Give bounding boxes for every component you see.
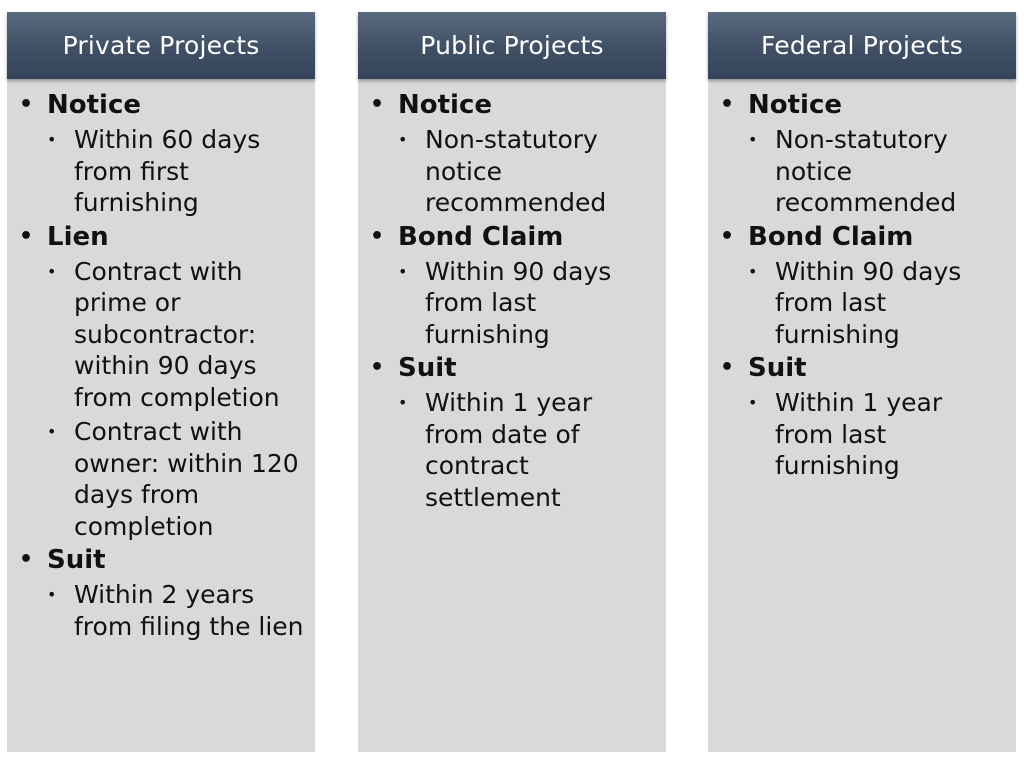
- section-lien: [19, 221, 305, 543]
- list-item: [720, 124, 1006, 219]
- section-suit: [370, 352, 656, 513]
- bullet-icon: •: [370, 355, 385, 380]
- list-item-text: Within 90 days from last furnishing: [425, 256, 612, 349]
- sub-list: [720, 256, 1006, 351]
- sub-list: [19, 256, 305, 543]
- bullet-icon: •: [748, 261, 758, 281]
- list-item: [370, 387, 656, 513]
- bullet-icon: •: [748, 130, 758, 149]
- bullet-icon: •: [19, 547, 34, 572]
- section-suit: [720, 352, 1006, 482]
- section-heading: Suit: [47, 545, 106, 575]
- bullet-icon: •: [370, 223, 385, 249]
- section-heading: Notice: [47, 90, 142, 120]
- sub-list: [370, 124, 656, 219]
- list-item: [370, 256, 656, 351]
- bullet-icon: •: [398, 130, 408, 149]
- section-heading: Notice: [748, 90, 843, 120]
- section-heading: Notice: [398, 90, 493, 120]
- bullet-icon: •: [370, 92, 385, 117]
- bullet-icon: •: [748, 393, 758, 412]
- list-item-text: Within 60 days from first furnishing: [74, 125, 261, 217]
- column-header: Public Projects: [358, 12, 666, 79]
- bullet-icon: •: [720, 92, 735, 117]
- section-bond-claim: [370, 221, 656, 351]
- column-body: [358, 79, 666, 513]
- section-bond-claim: [720, 221, 1006, 351]
- list-item: [370, 124, 656, 219]
- list-item-text: Non-statutory notice recommended: [425, 125, 607, 217]
- list-item-text: Within 1 year from last furnishing: [775, 388, 943, 480]
- list-item: [19, 124, 305, 219]
- section-heading: Bond Claim: [398, 221, 564, 252]
- bullet-icon: •: [19, 223, 34, 249]
- column-header: Private Projects: [7, 12, 315, 79]
- column-body: [708, 79, 1016, 482]
- bullet-icon: •: [398, 393, 408, 412]
- list-item-text: Contract with prime or subcontractor: within 90 days from completion: [74, 256, 280, 412]
- bullet-icon: •: [19, 92, 34, 117]
- list-item-text: Within 1 year from date of contract settlement: [425, 388, 593, 512]
- section-suit: [19, 544, 305, 642]
- bullet-icon: •: [47, 261, 57, 281]
- column-body: [7, 79, 315, 642]
- section-heading: Suit: [398, 353, 457, 383]
- column-public-projects: [358, 12, 666, 752]
- section-notice: [370, 89, 656, 219]
- section-heading: Suit: [748, 353, 807, 383]
- column-private-projects: [7, 12, 315, 752]
- sub-list: [370, 256, 656, 351]
- bullet-icon: •: [47, 585, 57, 604]
- list-item-text: Non-statutory notice recommended: [775, 125, 957, 217]
- section-notice: [19, 89, 305, 219]
- bullet-icon: •: [47, 130, 57, 149]
- section-heading: Lien: [47, 221, 109, 252]
- bullet-icon: •: [720, 355, 735, 380]
- list-item-text: Within 90 days from last furnishing: [775, 256, 962, 349]
- sub-list: [370, 387, 656, 513]
- section-heading: Bond Claim: [748, 221, 914, 252]
- column-header: Federal Projects: [708, 12, 1016, 79]
- list-item: [19, 416, 305, 542]
- list-item-text: Within 2 years from filing the lien: [74, 580, 304, 641]
- list-item: [720, 256, 1006, 351]
- bullet-icon: •: [720, 223, 735, 249]
- sub-list: [19, 579, 305, 642]
- sub-list: [720, 387, 1006, 482]
- list-item-text: Contract with owner: within 120 days from completion: [74, 417, 299, 541]
- sub-list: [19, 124, 305, 219]
- bullet-icon: •: [47, 422, 57, 441]
- section-notice: [720, 89, 1006, 219]
- list-item: [19, 579, 305, 642]
- list-item: [720, 387, 1006, 482]
- bullet-icon: •: [398, 261, 408, 281]
- column-federal-projects: [708, 12, 1016, 752]
- list-item: [19, 256, 305, 414]
- sub-list: [720, 124, 1006, 219]
